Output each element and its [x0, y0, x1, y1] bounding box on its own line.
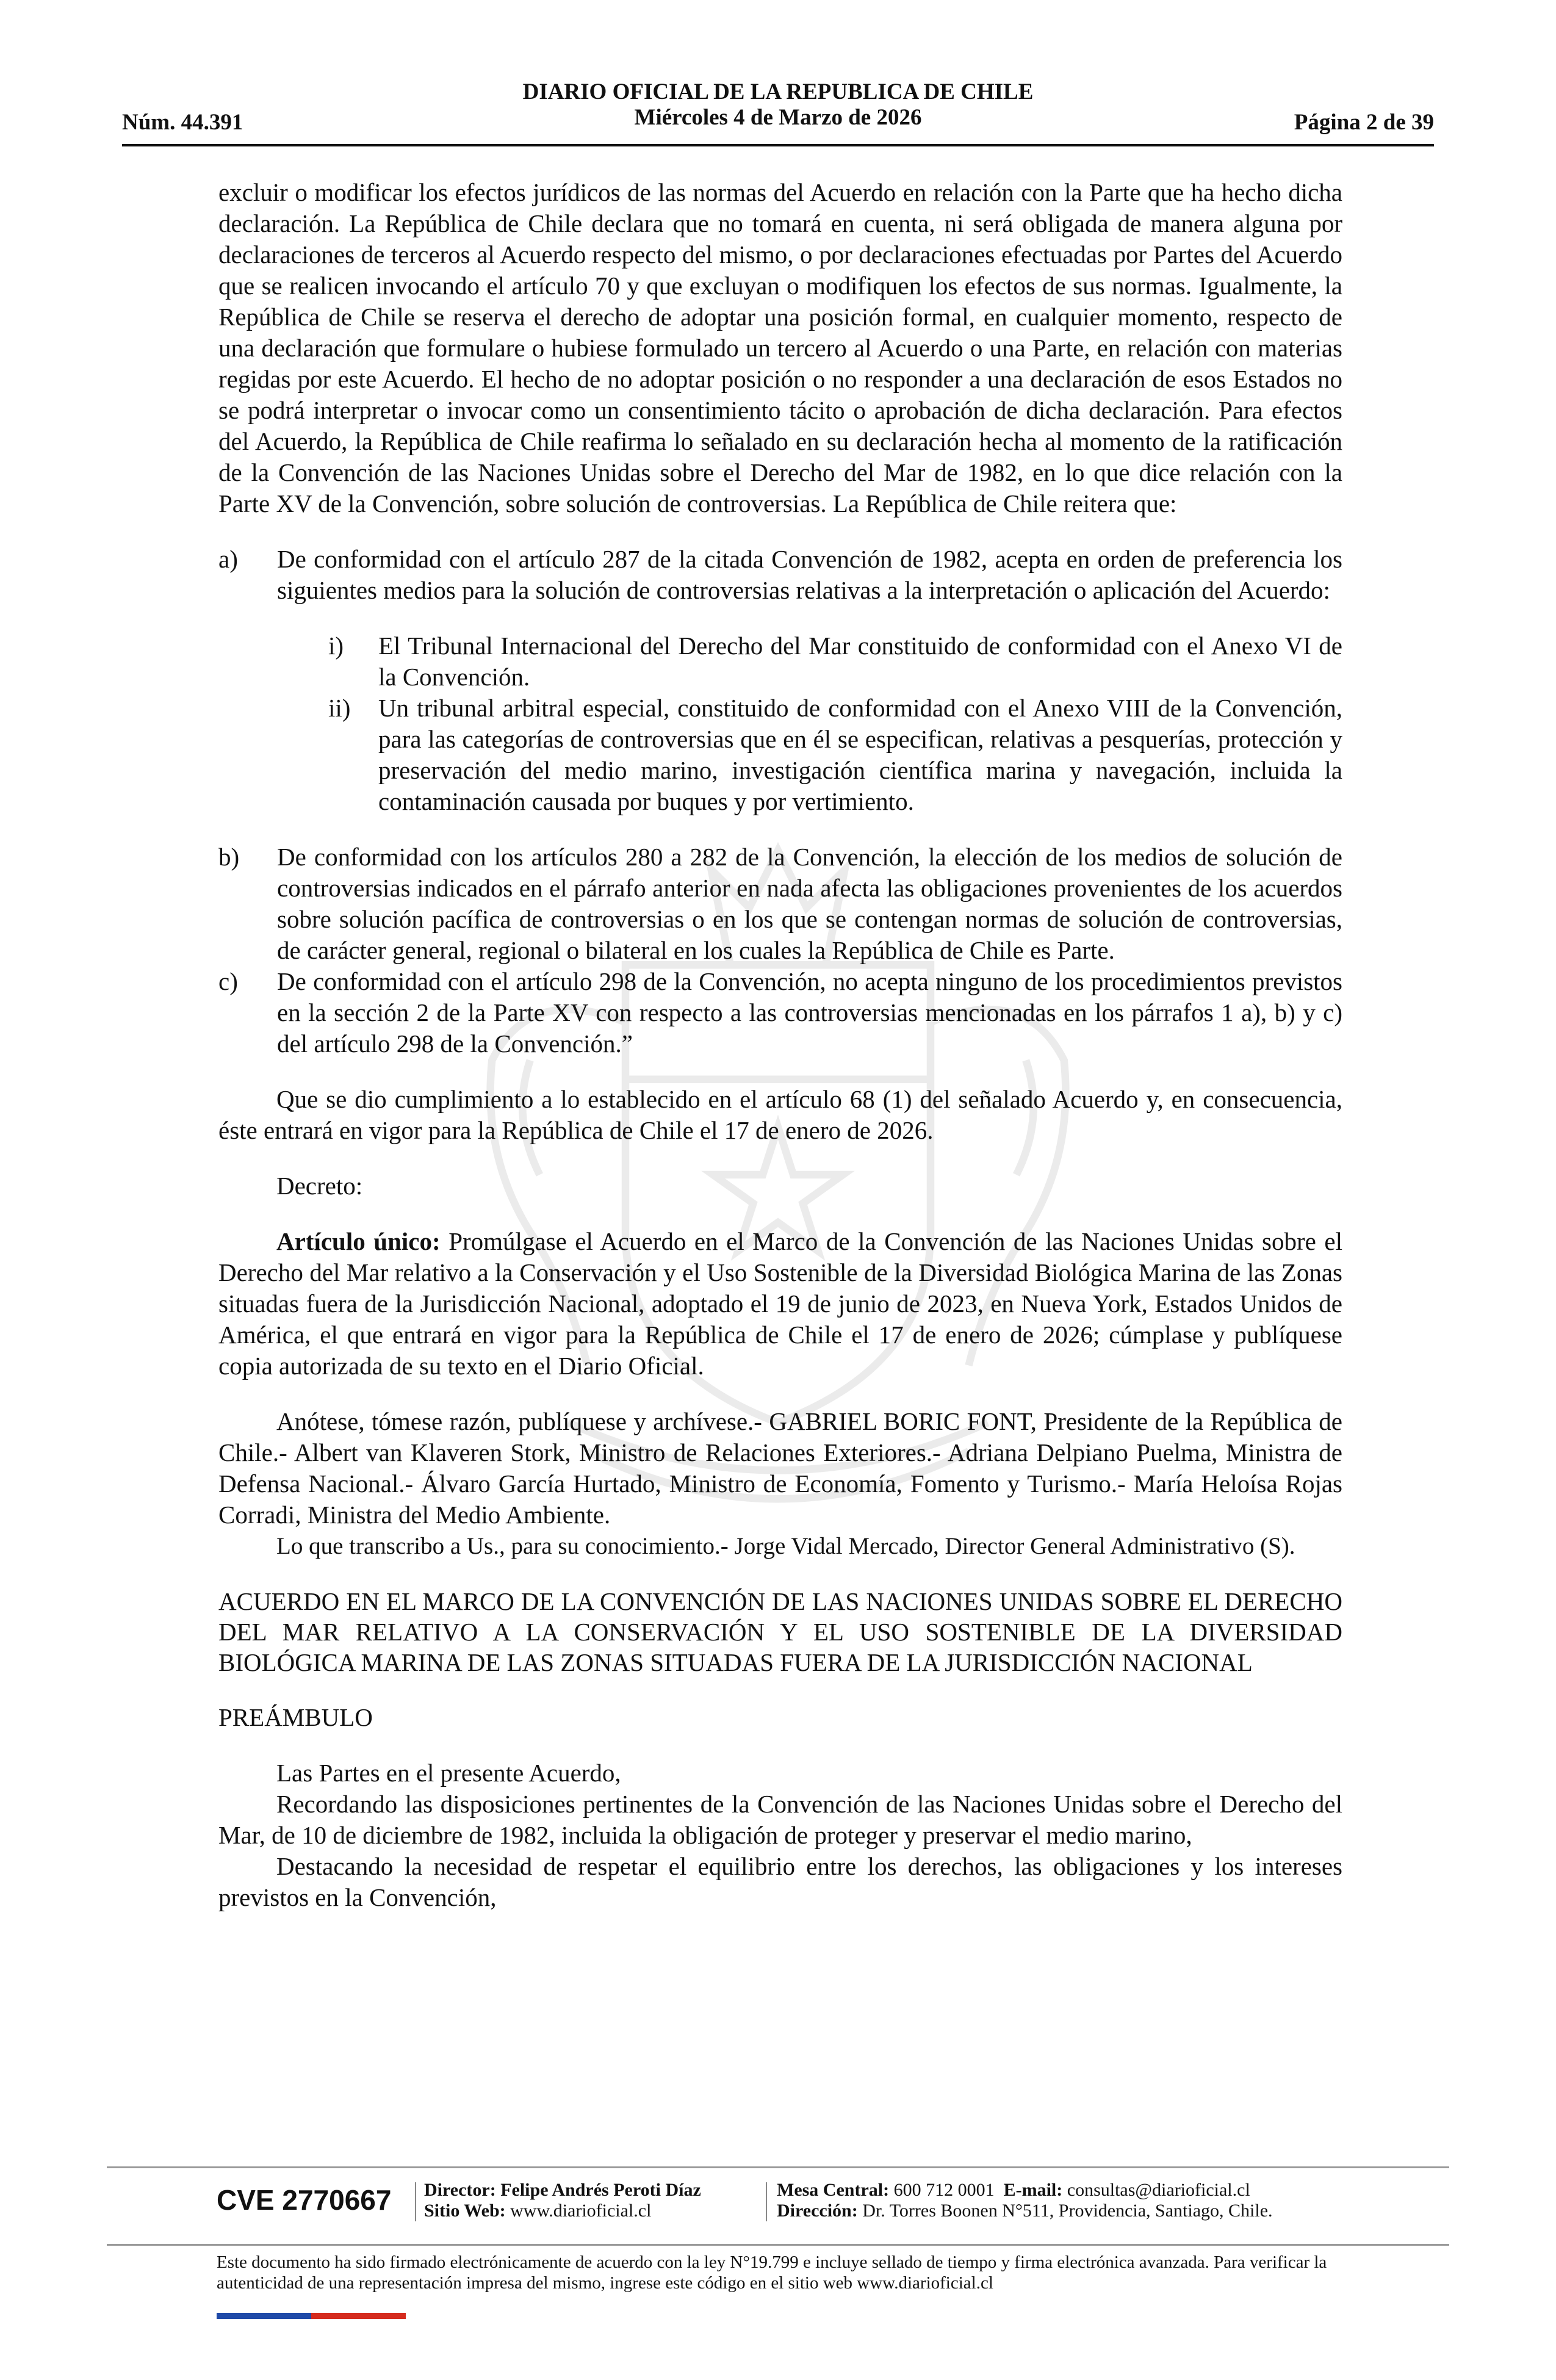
footer-separator: [415, 2182, 416, 2221]
email-link[interactable]: consultas@diarioficial.cl: [1067, 2180, 1250, 2200]
preamble-heading: PREÁMBULO: [218, 1703, 373, 1731]
sub-list-item-text: Un tribunal arbitral especial, constituido de conformidad con el Anexo VIII de la Convención, para las categorías de controversias que en él se especifican, relativas a pesquerías, protección y preservación del medio marino, investigación científica marina y navegación, incluida la contaminación causada por buques y por vertimiento.: [378, 694, 1342, 815]
sub-list-item: [328, 693, 1342, 817]
sub-list-item-label: i): [328, 632, 344, 660]
legal-notice: Este documento ha sido firmado electrónicamente de acuerdo con la ley N°19.799 e incluye sellado de tiempo y firma electrónica avanzada. Para verificar la autenticidad de una representación impresa del mismo, ingrese este código en el sitio web www.diarioficial.cl: [217, 2252, 1327, 2293]
list-item: [218, 842, 1342, 966]
issue-date: Miércoles 4 de Marzo de 2026: [634, 105, 922, 130]
list-item-text: De conformidad con los artículos 280 a 282 de la Convención, la elección de los medios de solución de controversias indicados en el párrafo anterior en nada afecta las obligaciones provenientes de los acuerdos sobre solución pacífica de controversias o en los que se contengan normas de solución de controversias, de carácter general, regional o bilateral en los cuales la República de Chile es Parte.: [277, 843, 1342, 964]
header-center: [122, 79, 1434, 131]
sub-list: [328, 630, 1342, 817]
page-indicator: Página 2 de 39: [1294, 110, 1434, 135]
director-name: Felipe Andrés Peroti Díaz: [500, 2180, 701, 2200]
sub-list-item-text: El Tribunal Internacional del Derecho del Mar constituido de conformidad con el Anexo VI de la Convención.: [378, 632, 1342, 691]
address-label: Dirección:: [777, 2201, 858, 2221]
list-item-text: De conformidad con el artículo 298 de la Convención, no acepta ninguno de los procedimientos previstos en la sección 2 de la Parte XV con respecto a las controversias mencionadas en los párrafos 1 a), b) y c) del artículo 298 de la Convención.”: [277, 967, 1342, 1058]
intro-paragraph: excluir o modificar los efectos jurídicos de las normas del Acuerdo en relación con la Parte que ha hecho dicha declaración. La República de Chile declara que no tomará en cuenta, ni será obligada de manera alguna por declaraciones de terceros al Acuerdo respecto del mismo, o por declaraciones efectuadas por Partes del Acuerdo que se realicen invocando el artículo 70 y que excluyan o modifiquen los efectos de sus normas. Igualmente, la República de Chile se reserva el derecho de adoptar una posición formal, en cualquier momento, respecto de una declaración que formulare o hubiese formulado un tercero al Acuerdo o una Parte, en relación con materias regidas por este Acuerdo. El hecho de no adoptar posición o no responder a una declaración de esos Estados no se podrá interpretar o invocar como un consentimiento tácito o aprobación de dicha declaración. Para efectos del Acuerdo, la República de Chile reafirma lo señalado en su declaración hecha al momento de la ratificación de la Convención de las Naciones Unidas sobre el Derecho del Mar de 1982, en lo que dice relación con la Parte XV de la Convención, sobre solución de controversias. La República de Chile reitera que:: [218, 178, 1342, 517]
address-value: Dr. Torres Boonen N°511, Providencia, Santiago, Chile.: [862, 2201, 1273, 2221]
declaration-list: [218, 544, 1342, 1059]
website-label: Sitio Web:: [424, 2201, 506, 2221]
decree-label: Decreto:: [276, 1172, 363, 1200]
footer-separator: [766, 2182, 767, 2221]
list-item: [218, 544, 1342, 606]
issue-number: Núm. 44.391: [122, 110, 243, 135]
cve-code: CVE 2770667: [217, 2184, 392, 2216]
footer-divider: [107, 2166, 1449, 2168]
phone-label: Mesa Central:: [777, 2180, 890, 2200]
preamble-emphasizing: Destacando la necesidad de respetar el equilibrio entre los derechos, las obligaciones y los intereses previstos en la Convención,: [218, 1852, 1342, 1911]
single-article-paragraph: [218, 1226, 1342, 1382]
flag-stripe-red: [311, 2313, 406, 2319]
sub-list-item: [328, 630, 1342, 693]
list-item-text: De conformidad con el artículo 287 de la citada Convención de 1982, acepta en orden de preferencia los siguientes medios para la solución de controversias relativas a la interpretación o aplicación del Acuerdo:: [277, 545, 1342, 604]
footer-divider: [107, 2244, 1449, 2246]
preamble-recalling: Recordando las disposiciones pertinentes de la Convención de las Naciones Unidas sobre el Derecho del Mar, de 10 de diciembre de 1982, incluida la obligación de proteger y preservar el medio marino,: [218, 1790, 1342, 1849]
list-item-label: b): [218, 843, 240, 871]
email-label: E-mail:: [1003, 2180, 1063, 2200]
list-item: [218, 966, 1342, 1059]
sub-list-item-label: ii): [328, 694, 351, 722]
preamble-parties: Las Partes en el presente Acuerdo,: [276, 1759, 621, 1787]
signatures-paragraph: Anótese, tómese razón, publíquese y archívese.- GABRIEL BORIC FONT, Presidente de la República de Chile.- Albert van Klaveren Stork, Ministro de Relaciones Exteriores.- Adriana Delpiano Puelma, Ministra de Defensa Nacional.- Álvaro García Hurtado, Ministro de Economía, Fomento y Turismo.- María Heloísa Rojas Corradi, Ministra del Medio Ambiente.: [218, 1407, 1342, 1529]
footer-director-block: [424, 2180, 701, 2221]
page-footer: [217, 2180, 1376, 2229]
phone-value: 600 712 0001: [893, 2180, 995, 2200]
footer-contact-block: [777, 2180, 1273, 2221]
document-body: [218, 177, 1342, 1913]
article-text: Promúlgase el Acuerdo en el Marco de la Convención de las Naciones Unidas sobre el Derecho del Mar relativo a la Conservación y el Uso Sostenible de la Diversidad Biológica Marina de las Zonas situadas fuera de la Jurisdicción Nacional, adoptado el 19 de junio de 2023, en Nueva York, Estados Unidos de América, el que entrará en vigor para la República de Chile el 17 de enero de 2026; cúmplase y publíquese copia autorizada de su texto en el Diario Oficial.: [218, 1227, 1342, 1380]
director-label: Director:: [424, 2180, 496, 2200]
website-link[interactable]: www.diarioficial.cl: [510, 2201, 652, 2221]
list-item-label: c): [218, 967, 238, 995]
compliance-paragraph: Que se dio cumplimiento a lo establecido en el artículo 68 (1) del señalado Acuerdo y, en consecuencia, éste entrará en vigor para la República de Chile el 17 de enero de 2026.: [218, 1085, 1342, 1144]
list-item-label: a): [218, 545, 238, 573]
flag-stripe-blue: [217, 2313, 311, 2319]
agreement-title: ACUERDO EN EL MARCO DE LA CONVENCIÓN DE LAS NACIONES UNIDAS SOBRE EL DERECHO DEL MAR RELATIVO A LA CONSERVACIÓN Y EL USO SOSTENIBLE DE LA DIVERSIDAD BIOLÓGICA MARINA DE LAS ZONAS SITUADAS FUERA DE LA JURISDICCIÓN NACIONAL: [218, 1587, 1342, 1676]
header-divider: [122, 144, 1434, 146]
article-heading: Artículo único:: [276, 1227, 441, 1255]
publication-title: DIARIO OFICIAL DE LA REPUBLICA DE CHILE: [522, 79, 1034, 104]
page-header: [122, 79, 1434, 146]
transcription-paragraph: Lo que transcribo a Us., para su conocimiento.- Jorge Vidal Mercado, Director General Administrativo (S).: [276, 1533, 1295, 1559]
